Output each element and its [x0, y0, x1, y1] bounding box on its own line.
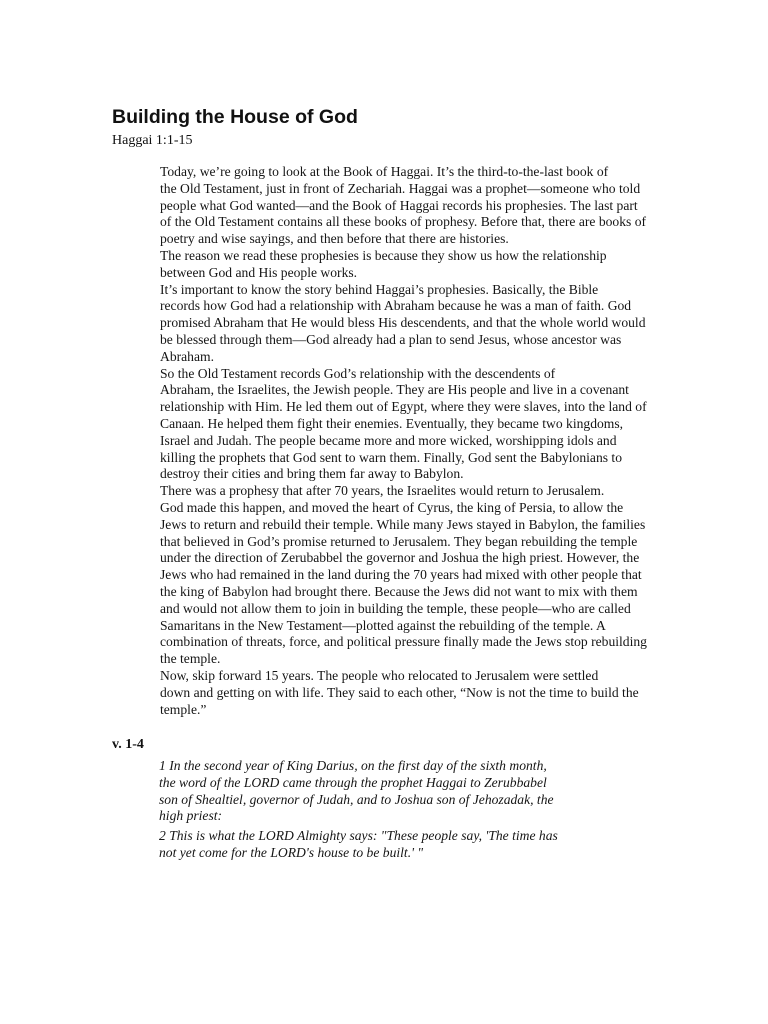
- verse-line: 2 This is what the LORD Almighty says: "These people say, 'The time has: [159, 828, 558, 844]
- paragraph-line: So the Old Testament records God’s relationship with the descendents of: [160, 365, 556, 381]
- paragraph-line: between God and His people works.: [160, 264, 358, 280]
- paragraph: [112, 282, 657, 366]
- paragraph: [112, 668, 657, 718]
- document-title: Building the House of God: [112, 106, 358, 128]
- paragraph-line: Jews to return and rebuild their temple. While many Jews stayed in Babylon, the families: [160, 516, 646, 532]
- paragraph-line: of the Old Testament contains all these books of prophesy. Before that, there are books of: [160, 214, 647, 230]
- paragraph-line: records how God had a relationship with Abraham because he was a man of faith. God: [160, 298, 632, 314]
- paragraph: [112, 483, 657, 668]
- paragraph-line: It’s important to know the story behind Haggai’s prophesies. Basically, the Bible: [160, 281, 599, 297]
- paragraph-line: Canaan. He helped them fight their enemies. Eventually, they became two kingdoms,: [160, 415, 624, 431]
- paragraph-line: Abraham.: [160, 348, 214, 364]
- paragraph-line: destroy their cities and bring them far away to Babylon.: [160, 466, 464, 482]
- scripture-reference: Haggai 1:1-15: [112, 133, 193, 148]
- paragraph-line: poetry and wise sayings, and then before that there are histories.: [160, 231, 509, 247]
- paragraph-line: under the direction of Zerubabbel the governor and Joshua the high priest. However, the: [160, 550, 640, 566]
- paragraph-line: Now, skip forward 15 years. The people who relocated to Jerusalem were settled: [160, 667, 599, 683]
- paragraph-line: There was a prophesy that after 70 years, the Israelites would return to Jerusalem.: [160, 483, 605, 499]
- paragraph-line: promised Abraham that He would bless His descendents, and that the whole world would: [160, 315, 646, 331]
- paragraph-line: God made this happen, and moved the heart of Cyrus, the king of Persia, to allow the: [160, 499, 624, 515]
- paragraph-line: that believed in God’s promise returned to Jerusalem. They began rebuilding the temple: [160, 533, 638, 549]
- paragraph-line: the temple.: [160, 651, 221, 667]
- verse-line: not yet come for the LORD's house to be built.' ": [159, 844, 424, 860]
- paragraph-line: people what God wanted—and the Book of Haggai records his prophesies. The last part: [160, 197, 638, 213]
- paragraph: [112, 366, 657, 484]
- paragraph-line: temple.”: [160, 701, 207, 717]
- paragraph-line: down and getting on with life. They said to each other, “Now is not the time to build the: [160, 684, 639, 700]
- paragraph-line: relationship with Him. He led them out of Egypt, where they were slaves, into the land of: [160, 399, 647, 415]
- paragraph: [112, 248, 657, 282]
- paragraph-line: Jews who had remained in the land during the 70 years had mixed with other people that: [160, 567, 642, 583]
- verse-line: 1 In the second year of King Darius, on the first day of the sixth month,: [159, 758, 547, 773]
- paragraph-line: Today, we’re going to look at the Book of Haggai. It’s the third-to-the-last book of: [160, 164, 609, 179]
- paragraph-line: the Old Testament, just in front of Zechariah. Haggai was a prophet—someone who told: [160, 180, 641, 196]
- verse-block: [159, 758, 619, 862]
- verse-line: the word of the LORD came through the prophet Haggai to Zerubbabel: [159, 774, 547, 790]
- paragraph-line: Samaritans in the New Testament—plotted against the rebuilding of the temple. A: [160, 617, 606, 633]
- paragraph-line: Abraham, the Israelites, the Jewish people. They are His people and live in a covenant: [160, 382, 629, 398]
- section-label: v. 1-4: [112, 737, 144, 752]
- paragraph-line: and would not allow them to join in building the temple, these people—who are called: [160, 600, 631, 616]
- paragraph-line: be blessed through them—God already had a plan to send Jesus, whose ancestor was: [160, 331, 622, 347]
- paragraph: [112, 164, 657, 248]
- verse: [159, 828, 619, 862]
- paragraph-line: the king of Babylon had brought there. Because the Jews did not want to mix with them: [160, 583, 638, 599]
- paragraph-line: killing the prophets that God sent to warn them. Finally, God sent the Babylonians to: [160, 449, 623, 465]
- verse-line: high priest:: [159, 808, 223, 824]
- paragraph-line: combination of threats, force, and political pressure finally made the Jews stop rebuilding: [160, 634, 647, 650]
- verse: [159, 758, 619, 825]
- body-text: [112, 164, 657, 718]
- paragraph-line: The reason we read these prophesies is because they show us how the relationship: [160, 247, 607, 263]
- paragraph-line: Israel and Judah. The people became more and more wicked, worshipping idols and: [160, 432, 617, 448]
- verse-line: son of Shealtiel, governor of Judah, and to Joshua son of Jehozadak, the: [159, 791, 554, 807]
